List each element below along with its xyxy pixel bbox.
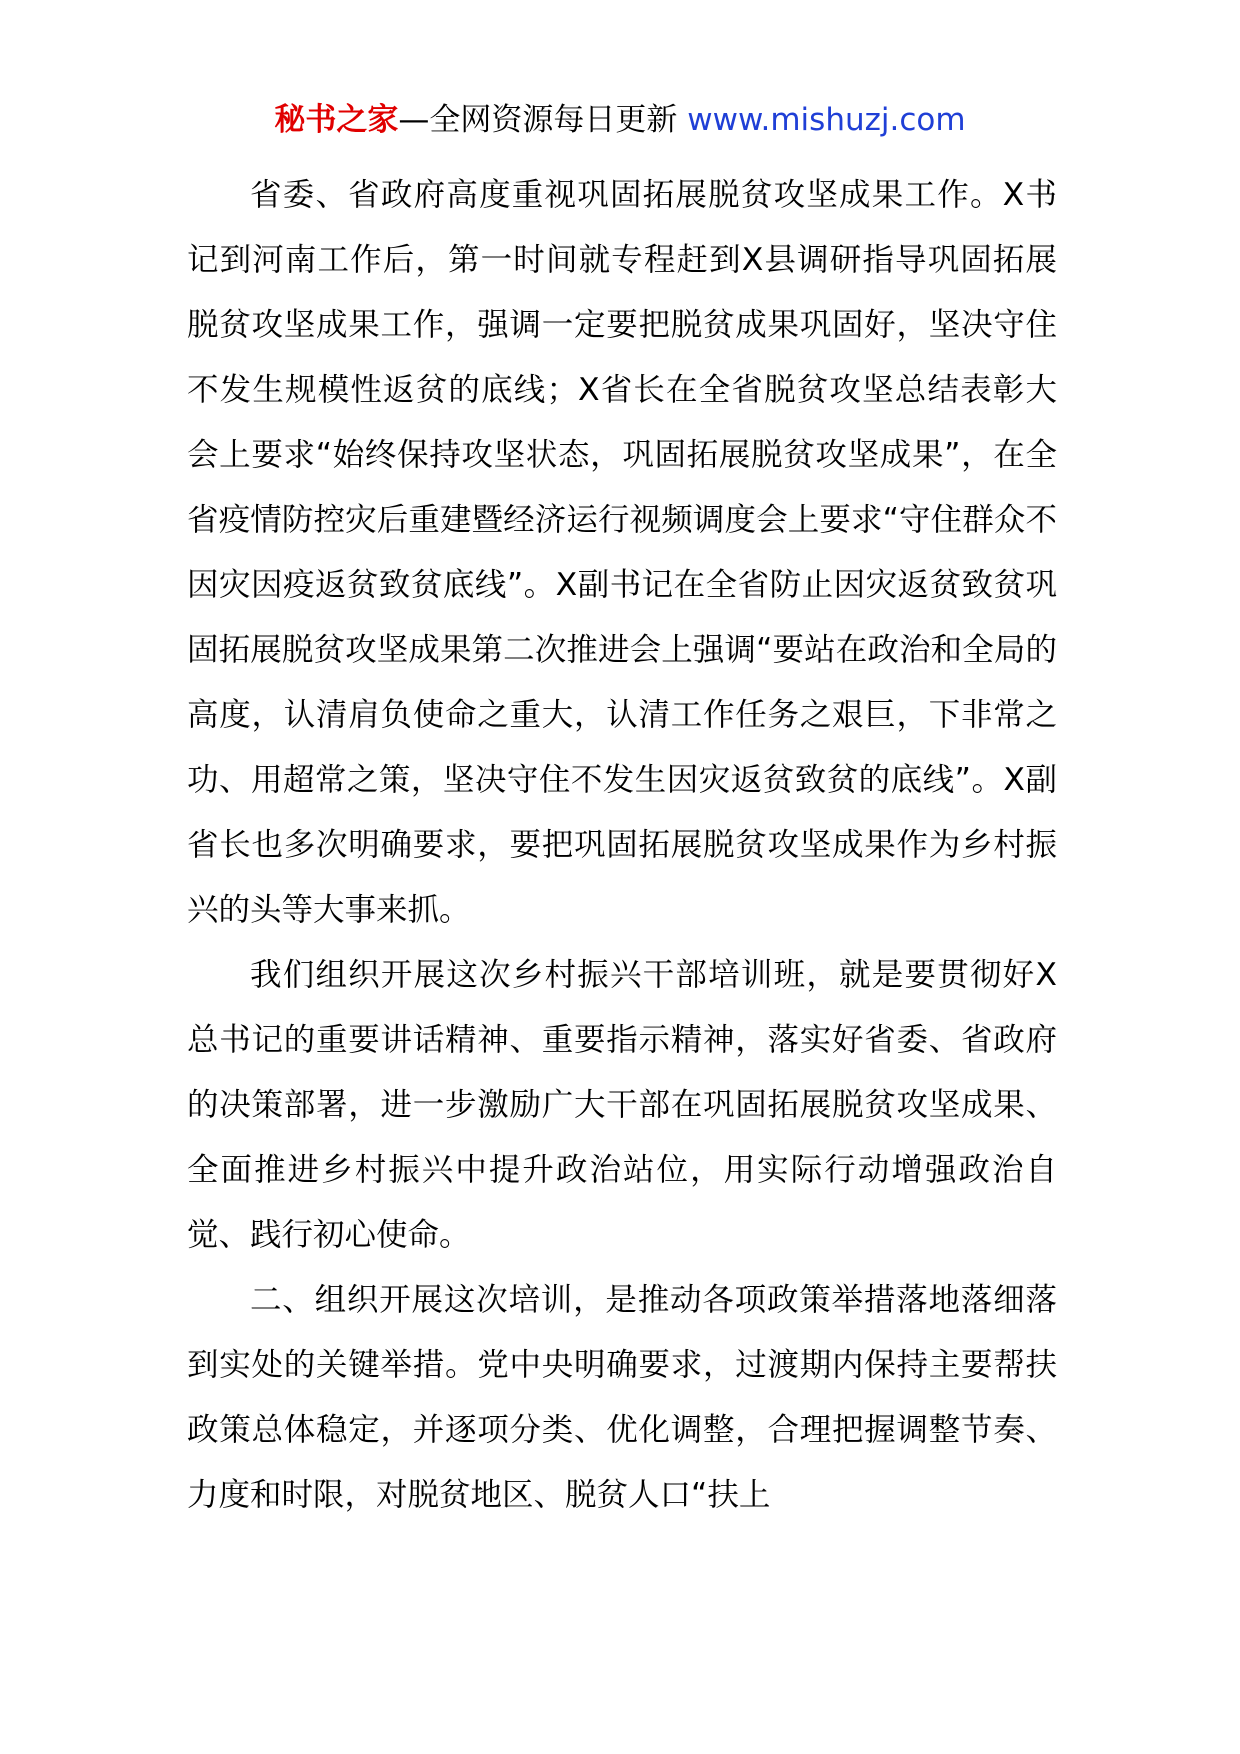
page-header (0, 100, 1240, 140)
brand-name: 秘书之家 (274, 102, 399, 138)
header-slogan: —全网资源每日更新 (398, 102, 678, 138)
paragraph-3: 二、组织开展这次培训，是推动各项政策举措落地落细落到实处的关键举措。党中央明确要求，过渡期内保持主要帮扶政策总体稳定，并逐项分类、优化调整，合理把握调整节奏、力度和时限，对脱贫地区、脱贫人口“扶上 (187, 1282, 1057, 1513)
site-url-link[interactable]: www.mishuzj.com (687, 102, 966, 138)
document-body (187, 163, 1057, 1528)
paragraph-1: 省委、省政府高度重视巩固拓展脱贫攻坚成果工作。X书记到河南工作后，第一时间就专程赶到X县调研指导巩固拓展脱贫攻坚成果工作，强调一定要把脱贫成果巩固好，坚决守住不发生规模性返贫的底线；X省长在全省脱贫攻坚总结表彰大会上要求“始终保持攻坚状态，巩固拓展脱贫攻坚成果”，在全省疫情防控灾后重建暨经济运行视频调度会上要求“守住群众不因灾因疫返贫致贫底线”。X副书记在全省防止因灾返贫致贫巩固拓展脱贫攻坚成果第二次推进会上强调“要站在政治和全局的高度，认清肩负使命之重大，认清工作任务之艰巨，下非常之功、用超常之策，坚决守住不发生因灾返贫致贫的底线”。X副省长也多次明确要求，要把巩固拓展脱贫攻坚成果作为乡村振兴的头等大事来抓。 (187, 177, 1057, 928)
paragraph-2: 我们组织开展这次乡村振兴干部培训班，就是要贯彻好X总书记的重要讲话精神、重要指示精神，落实好省委、省政府的决策部署，进一步激励广大干部在巩固拓展脱贫攻坚成果、全面推进乡村振兴中提升政治站位，用实际行动增强政治自觉、践行初心使命。 (187, 957, 1057, 1253)
